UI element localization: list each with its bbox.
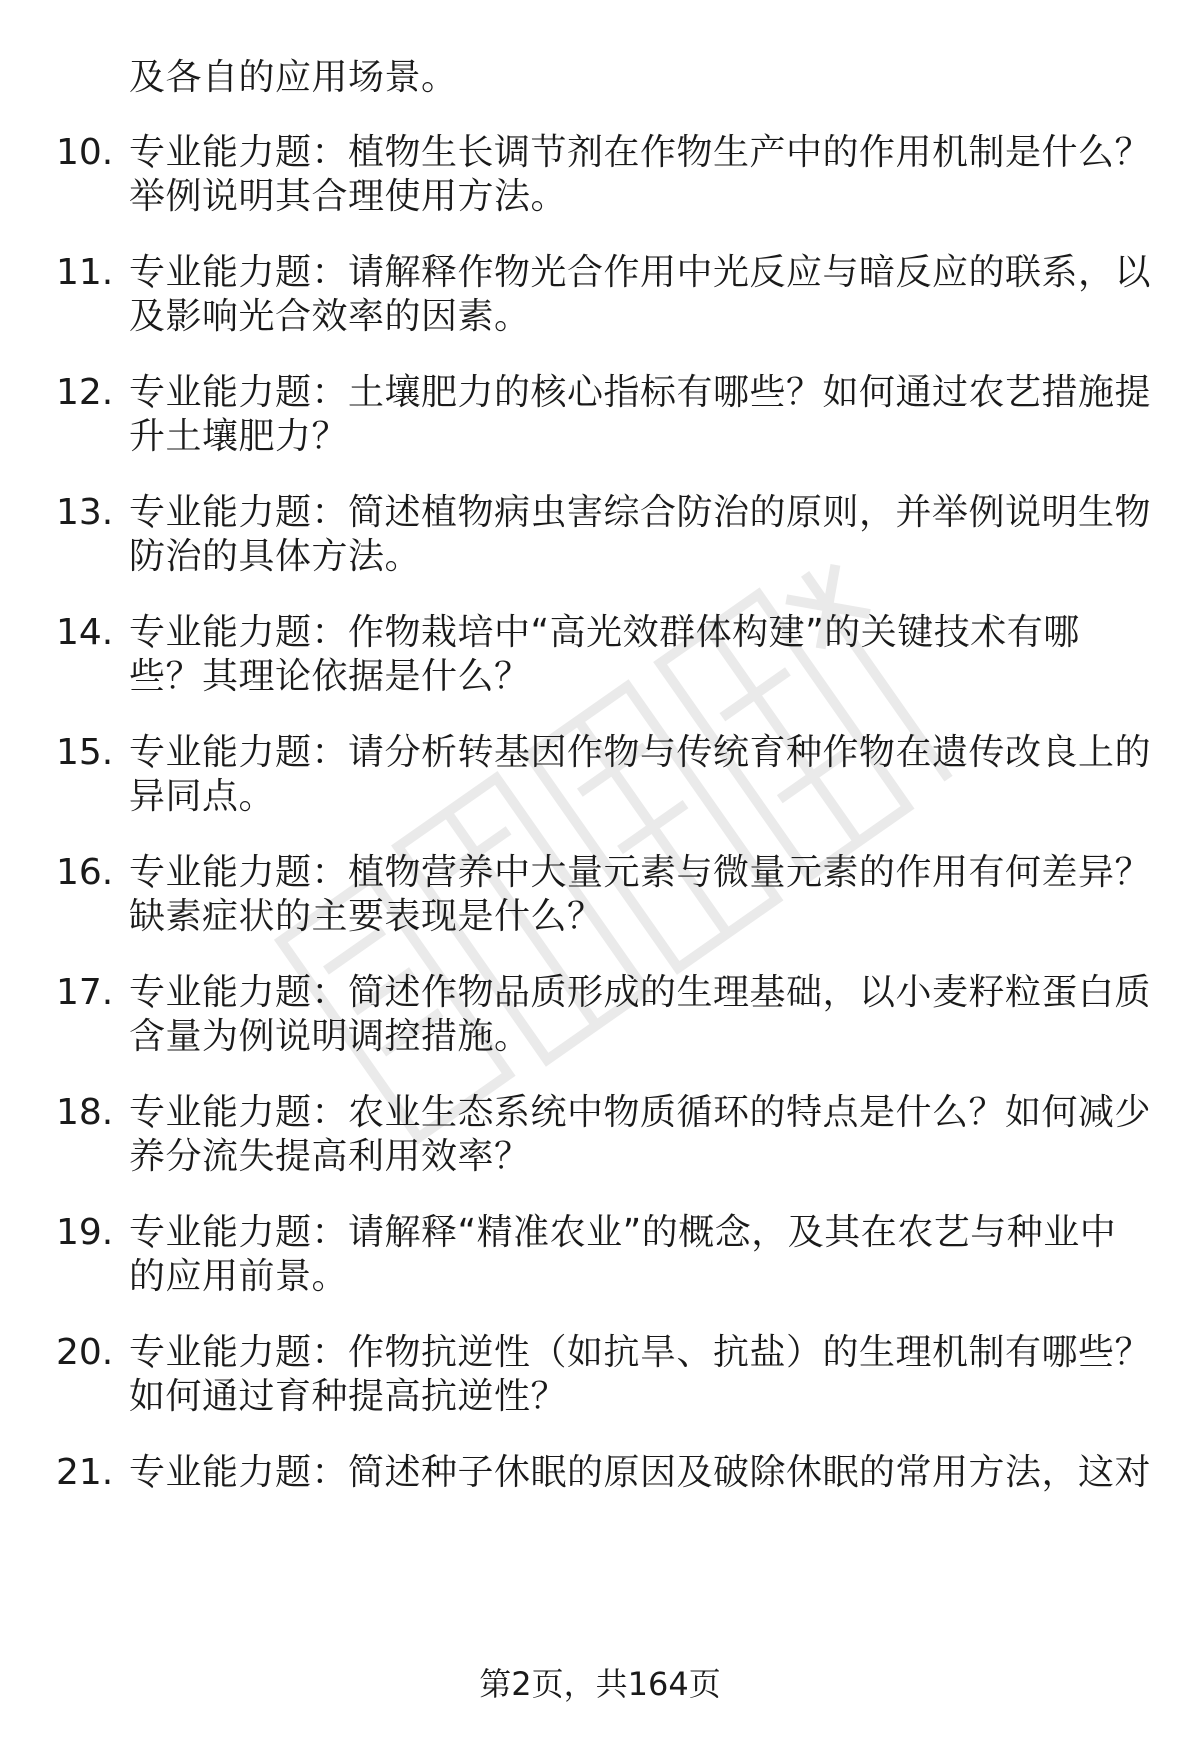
question-number: 13. bbox=[56, 492, 114, 533]
question-text-line1: 专业能力题：植物营养中大量元素与微量元素的作用有何差异？ bbox=[129, 852, 1152, 893]
question-number: 10. bbox=[56, 132, 114, 173]
question-text-line1: 专业能力题：请解释作物光合作用中光反应与暗反应的联系，以 bbox=[129, 252, 1152, 293]
question-text-line1: 专业能力题：作物抗逆性（如抗旱、抗盐）的生理机制有哪些？ bbox=[129, 1332, 1152, 1373]
question-number: 21. bbox=[56, 1452, 114, 1493]
question-text-line2: 含量为例说明调控措施。 bbox=[129, 1016, 531, 1057]
question-number: 14. bbox=[56, 612, 114, 653]
question-text-line2: 如何通过育种提高抗逆性？ bbox=[129, 1376, 568, 1417]
question-text-line2: 些？其理论依据是什么？ bbox=[129, 656, 531, 697]
question-number: 16. bbox=[56, 852, 114, 893]
question-text-line1: 专业能力题：土壤肥力的核心指标有哪些？如何通过农艺措施提 bbox=[129, 372, 1152, 413]
continuation-text: 及各自的应用场景。 bbox=[129, 57, 458, 98]
question-text-line1: 专业能力题：请分析转基因作物与传统育种作物在遗传改良上的 bbox=[129, 732, 1152, 773]
question-text-line2: 升土壤肥力？ bbox=[129, 416, 349, 457]
question-text-line2: 举例说明其合理使用方法。 bbox=[129, 176, 568, 217]
question-number: 17. bbox=[56, 972, 114, 1013]
question-number: 12. bbox=[56, 372, 114, 413]
question-text-line1: 专业能力题：植物生长调节剂在作物生产中的作用机制是什么？ bbox=[129, 132, 1152, 173]
question-text-line2: 防治的具体方法。 bbox=[129, 536, 422, 577]
question-text-line1: 专业能力题：作物栽培中“高光效群体构建”的关键技术有哪 bbox=[129, 612, 1080, 653]
question-number: 20. bbox=[56, 1332, 114, 1373]
question-text-line1: 专业能力题：农业生态系统中物质循环的特点是什么？如何减少 bbox=[129, 1092, 1152, 1133]
question-text-line2: 异同点。 bbox=[129, 776, 276, 817]
question-text-line2: 的应用前景。 bbox=[129, 1256, 349, 1297]
question-text-line1: 专业能力题：简述植物病虫害综合防治的原则，并举例说明生物 bbox=[129, 492, 1152, 533]
question-text-line1: 专业能力题：请解释“精准农业”的概念，及其在农艺与种业中 bbox=[129, 1212, 1117, 1253]
question-text-line2: 及影响光合效率的因素。 bbox=[129, 296, 531, 337]
question-number: 18. bbox=[56, 1092, 114, 1133]
question-text-line2: 缺素症状的主要表现是什么？ bbox=[129, 896, 604, 937]
question-text-line1: 专业能力题：简述种子休眠的原因及破除休眠的常用方法，这对 bbox=[129, 1452, 1152, 1493]
page-footer: 第2页，共164页 bbox=[479, 1665, 721, 1703]
question-number: 15. bbox=[56, 732, 114, 773]
question-text-line2: 养分流失提高利用效率？ bbox=[129, 1136, 531, 1177]
question-number: 19. bbox=[56, 1212, 114, 1253]
question-text-line1: 专业能力题：简述作物品质形成的生理基础，以小麦籽粒蛋白质 bbox=[129, 972, 1152, 1013]
question-number: 11. bbox=[56, 252, 114, 293]
